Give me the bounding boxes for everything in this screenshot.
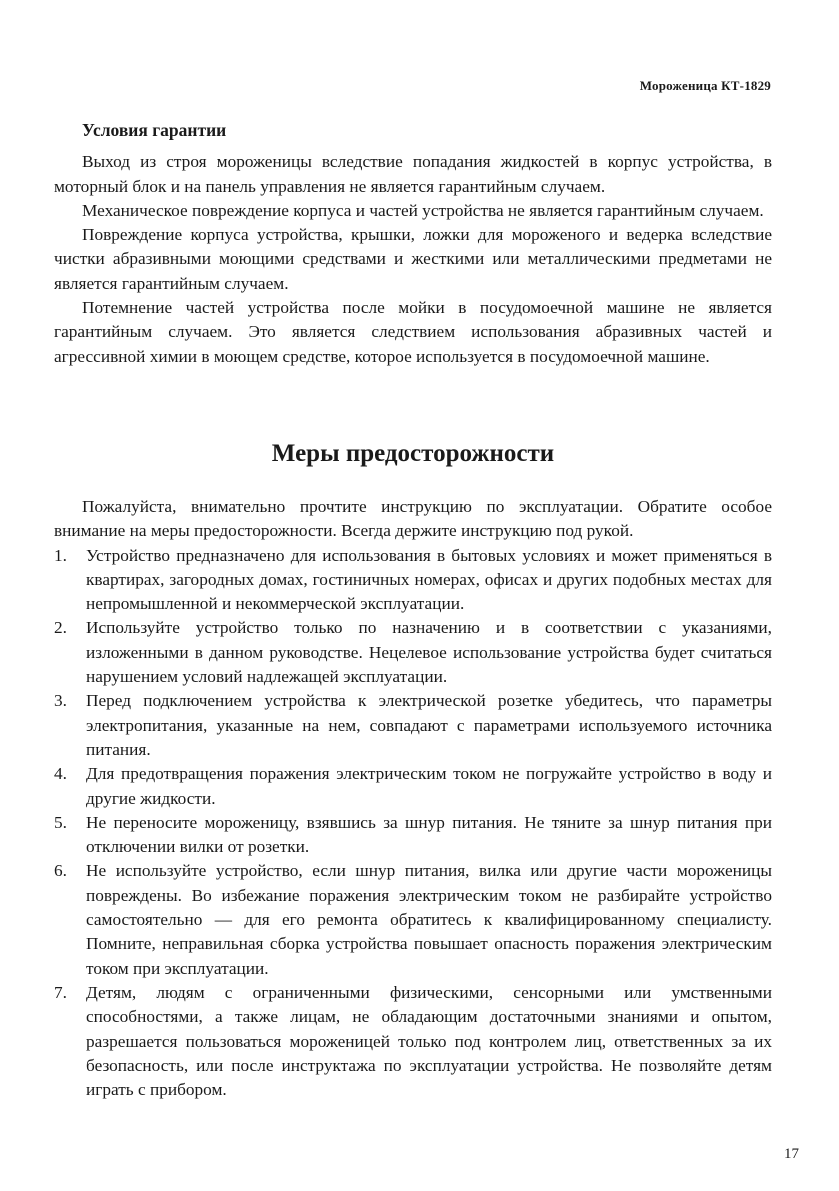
page-content <box>54 118 772 1102</box>
warranty-title: Условия гарантии <box>82 120 227 140</box>
list-item-number: 4. <box>54 764 67 784</box>
precautions-intro: Пожалуйста, внимательно прочтите инструкцию по эксплуатации. Обратите особое внимание на меры предосторожности. Всегда держите инструкцию под рукой. <box>54 496 772 541</box>
page-number: 17 <box>784 1146 799 1162</box>
warranty-paragraph: Выход из строя мороженицы вследствие попадания жидкостей в корпус устройства, в моторный блок и на панель управления не является гарантийным случаем. <box>54 152 772 196</box>
list-item-text: Для предотвращения поражения электрическим током не погружайте устройство в воду и другие жидкости. <box>86 764 772 808</box>
list-item-text: Перед подключением устройства к электрической розетке убедитесь, что параметры электропитания, указанные на нем, совпадают с параметрами используемого источника питания. <box>86 691 772 759</box>
warranty-paragraph: Потемнение частей устройства после мойки в посудомоечной машине не является гарантийным случаем. Это является следствием использования абразивных частей и агрессивной химии в моющем средстве, которое используется в посудомоечной машине. <box>54 298 772 366</box>
running-header: Мороженица КТ-1829 <box>639 78 771 93</box>
warranty-paragraph: Повреждение корпуса устройства, крышки, ложки для мороженого и ведерка вследствие чистки абразивными моющими средствами и жесткими или металлическими предметами не является гарантийным случаем. <box>54 225 772 293</box>
list-item-number: 2. <box>54 618 67 638</box>
list-item-text: Детям, людям с ограниченными физическими, сенсорными или умственными способностями, а также лицам, не обладающим достаточными знаниями и опытом, разрешается пользоваться мороженицей только под контролем лиц, ответственных за их безопасность, или после инструктажа по эксплуатации устройства. Не позволяйте детям играть с прибором. <box>86 982 772 1100</box>
precautions-title: Меры предосторожности <box>271 439 555 467</box>
list-item <box>54 859 772 980</box>
warranty-paragraph: Механическое повреждение корпуса и частей устройства не является гарантийным случаем. <box>82 200 764 220</box>
list-item <box>54 811 772 860</box>
list-item-number: 1. <box>54 545 67 565</box>
list-item <box>54 544 772 617</box>
list-item-text: Устройство предназначено для использования в бытовых условиях и может применяться в квартирах, загородных домах, гостиничных номерах, офисах и других подобных местах для непромышленной и некоммерческой эксплуатации. <box>86 545 772 614</box>
list-item-text: Не переносите мороженицу, взявшись за шнур питания. Не тяните за шнур питания при отключении вилки от розетки. <box>86 812 772 857</box>
list-item <box>54 616 772 689</box>
list-item-text: Используйте устройство только по назначению и в соответствии с указаниями, изложенными в данном руководстве. Нецелевое использование устройства будет считаться нарушением условий надлежащей эксплуатации. <box>86 618 772 687</box>
list-item <box>54 981 772 1102</box>
precautions-list <box>54 544 772 1103</box>
warranty-section <box>54 150 772 369</box>
list-item <box>54 689 772 762</box>
list-item-number: 7. <box>54 982 67 1002</box>
list-item <box>54 762 772 811</box>
list-item-number: 3. <box>54 691 67 711</box>
list-item-number: 6. <box>54 861 67 881</box>
list-item-number: 5. <box>54 812 67 832</box>
list-item-text: Не используйте устройство, если шнур питания, вилка или другие части мороженицы повреждены. Во избежание поражения электрическим током не разбирайте устройство самостоятельно — для его ремонта обратитесь к квалифицированному специалисту. Помните, неправильная сборка устройства повышает опасность поражения электрическим током при эксплуатации. <box>86 861 772 978</box>
